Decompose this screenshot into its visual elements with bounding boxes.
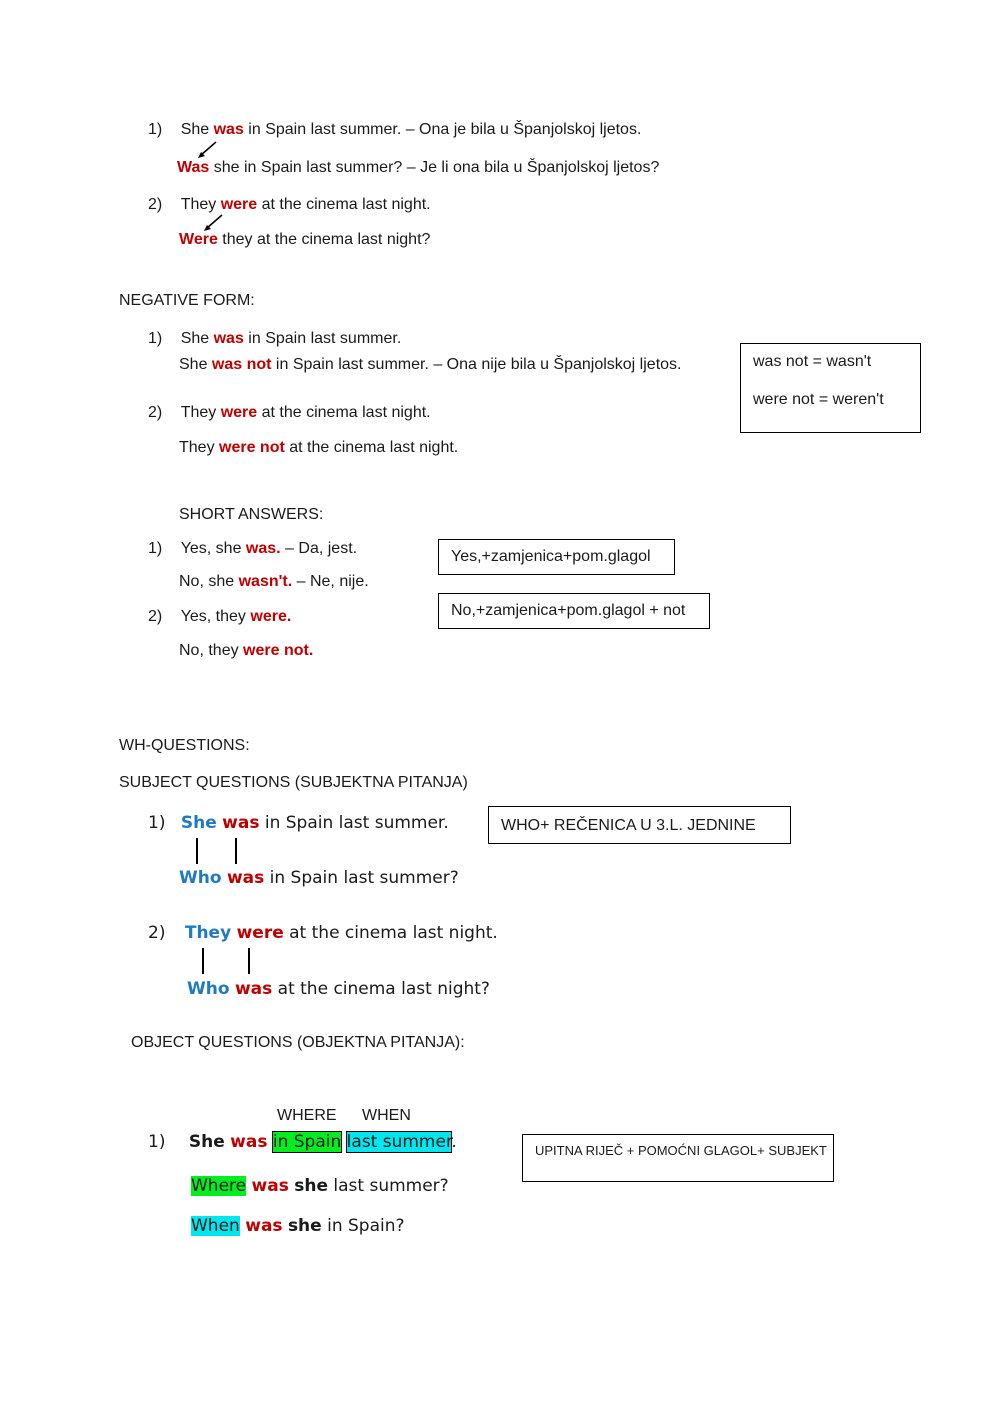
object-1-when-question: When was she in Spain? [191,1216,405,1236]
contraction-box: was not = wasn't were not = weren't [740,343,921,433]
arrow-icon [196,140,220,160]
place-highlight: in Spain [272,1132,342,1152]
short-answer-1-no: No, she wasn't. – Ne, nije. [179,573,369,590]
short-answer-2-yes: 2) Yes, they were. [148,608,292,625]
negative-heading: NEGATIVE FORM: [119,292,255,309]
when-label: WHEN [362,1107,411,1124]
question-1-question: Was she in Spain last summer? – Je li ona bila u Španjolskoj ljetos? [177,159,660,176]
question-1-statement: 1) She was in Spain last summer. – Ona je bila u Španjolskoj ljetos. [148,121,642,138]
time-highlight: last summer [346,1132,452,1152]
subject-questions-heading: SUBJECT QUESTIONS (SUBJEKTNA PITANJA) [119,774,468,791]
short-answer-2-no: No, they were not. [179,642,314,659]
connector-line [202,948,204,974]
subject-rule-box: WHO+ REČENICA U 3.L. JEDNINE [488,806,791,844]
short-answers-heading: SHORT ANSWERS: [179,506,324,523]
object-questions-heading: OBJECT QUESTIONS (OBJEKTNA PITANJA): [131,1034,465,1051]
subject-1-question: Who was in Spain last summer? [179,868,459,888]
negative-1-statement: 1) She was in Spain last summer. [148,330,402,347]
object-1-statement: 1) She was in Spain last summer. [148,1132,457,1152]
list-number: 2) [148,196,163,213]
short-no-rule-box: No,+zamjenica+pom.glagol + not [438,593,710,629]
subject-2-question: Who was at the cinema last night? [187,979,490,999]
connector-line [235,838,237,864]
object-1-where-question: Where was she last summer? [191,1176,449,1196]
connector-line [196,838,198,864]
connector-line [248,948,250,974]
short-answer-1-yes: 1) Yes, she was. – Da, jest. [148,540,358,557]
list-number: 1) [148,121,163,138]
question-2-question: Were they at the cinema last night? [179,231,431,248]
question-2-statement: 2) They were at the cinema last night. [148,196,431,213]
subject-1-statement: 1) She was in Spain last summer. [148,813,449,833]
subject-2-statement: 2) They were at the cinema last night. [148,923,498,943]
negative-2-negation: They were not at the cinema last night. [179,439,459,456]
where-label: WHERE [277,1107,337,1124]
negative-1-negation: She was not in Spain last summer. – Ona nije bila u Španjolskoj ljetos. [179,356,682,373]
short-yes-rule-box: Yes,+zamjenica+pom.glagol [438,539,675,575]
negative-2-statement: 2) They were at the cinema last night. [148,404,431,421]
wh-heading: WH-QUESTIONS: [119,737,250,754]
verb-was: was [213,121,244,138]
object-rule-box: UPITNA RIJEČ + POMOĆNI GLAGOL+ SUBJEKT [522,1134,834,1182]
